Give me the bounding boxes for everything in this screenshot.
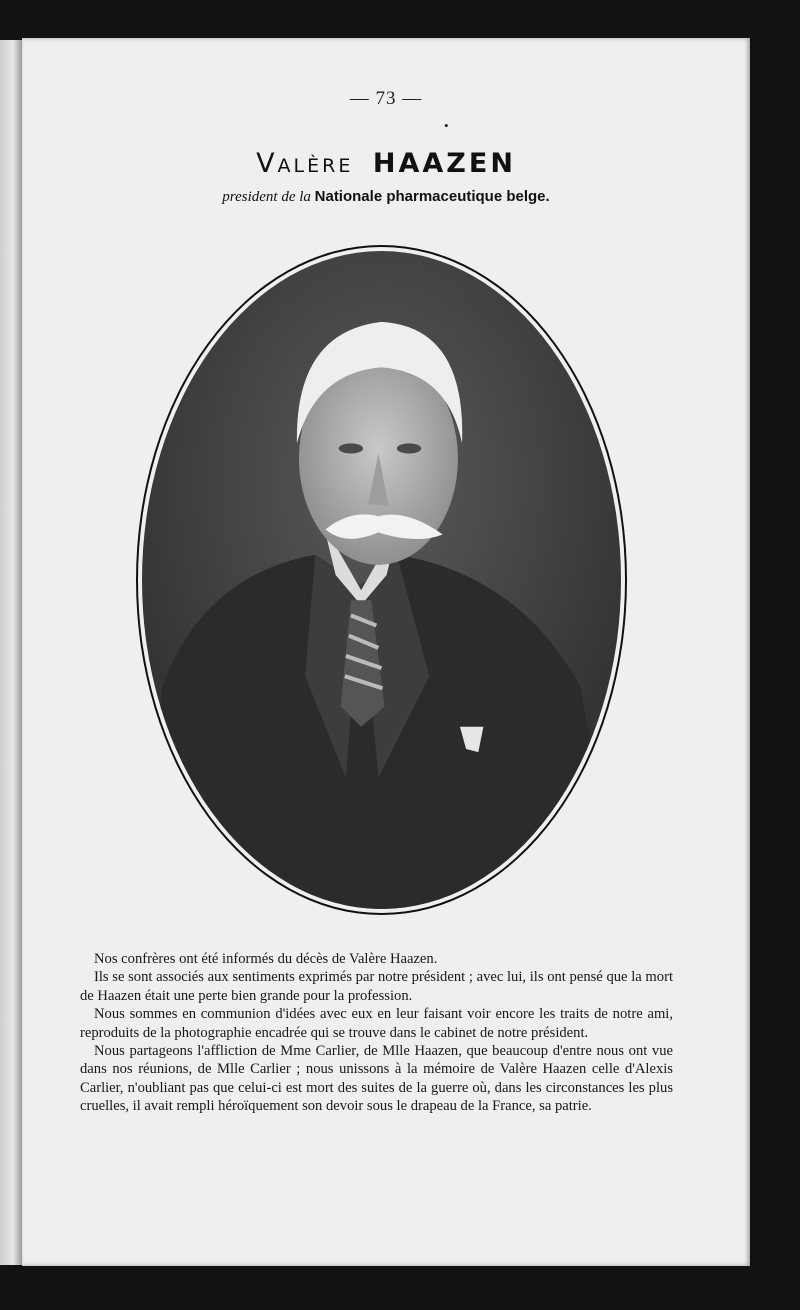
- subtitle-organization: Nationale pharmaceutique belge.: [314, 188, 550, 205]
- body-paragraph: Nous sommes en communion d'idées avec eux en leur faisant voir encore les traits de notre ami, reproduits de la photographie encadrée qui se trouve dans le cabinet de notre président.: [80, 1006, 673, 1041]
- title-last-name: HAAZEN: [372, 148, 516, 179]
- title-first-name: Valère: [256, 148, 354, 179]
- oval-portrait-frame: [136, 245, 627, 915]
- subtitle-prefix: president de la: [222, 189, 311, 205]
- portrait-photo-icon: [142, 251, 621, 909]
- article-subtitle: [22, 188, 750, 206]
- body-paragraph: Ils se sont associés aux sentiments exprimés par notre président ; avec lui, ils ont pensé que la mort de Haazen était une perte bien grande pour la profession.: [80, 969, 673, 1004]
- ornament-dot: •: [444, 118, 449, 133]
- left-page-edge: [0, 40, 22, 1265]
- book-page: [22, 38, 750, 1266]
- body-paragraph: Nos confrères ont été informés du décès de Valère Haazen.: [94, 951, 438, 967]
- body-paragraph: Nous partageons l'affliction de Mme Carlier, de Mlle Haazen, que beaucoup d'entre nous ont vue dans nos réunions, de Mlle Carlier ; nous unissons à la mémoire de Valère Haazen celle d'Alexis Carlier, n'oubliant pas que celui-ci est mort des suites de la guerre où, dans les circonstances les plus cruelles, il avait rempli héroïquement son devoir sous le drapeau de la France, sa patrie.: [80, 1043, 673, 1115]
- page-number: — 73 —: [349, 88, 423, 109]
- article-title: [22, 148, 750, 179]
- article-body: [80, 950, 673, 1116]
